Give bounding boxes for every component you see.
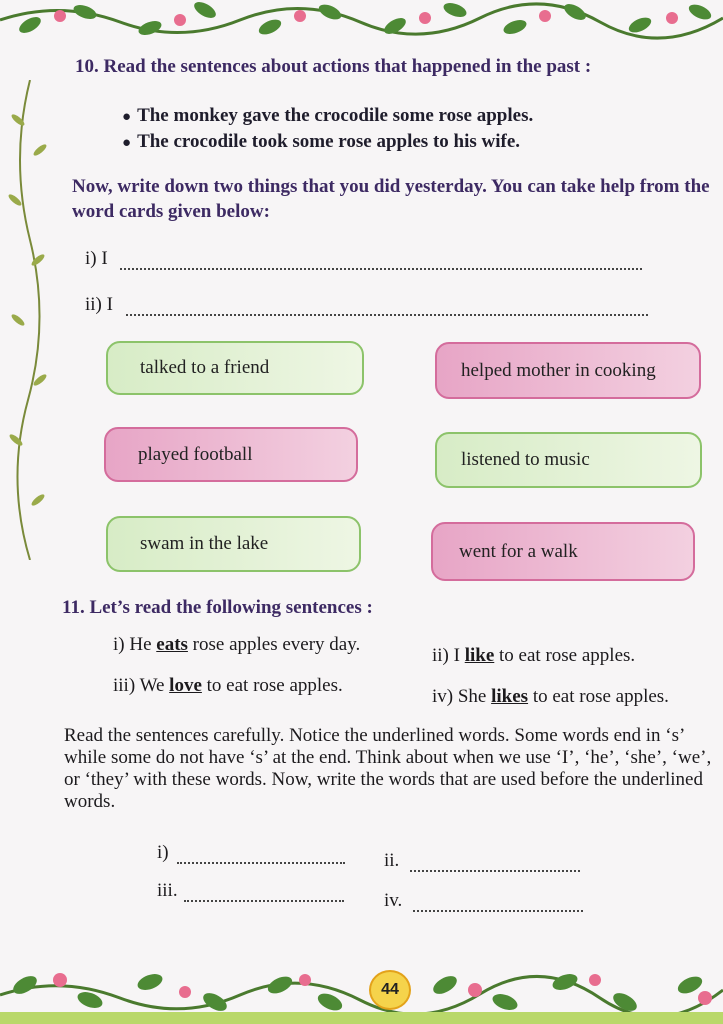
sentence-iv bbox=[432, 686, 669, 708]
answer-line-2[interactable] bbox=[85, 294, 648, 316]
sentence-text: iv) She bbox=[432, 686, 492, 707]
dotted-line bbox=[120, 268, 642, 270]
underlined-word: likes bbox=[491, 686, 529, 707]
sentence-text: to eat rose apples. bbox=[528, 686, 669, 707]
sentence-text: to eat rose apples. bbox=[201, 675, 343, 696]
word-card bbox=[106, 516, 361, 572]
sentence-text: rose apples every day. bbox=[187, 634, 361, 655]
word-card bbox=[106, 341, 364, 395]
side-vine-border bbox=[0, 80, 60, 560]
word-card bbox=[435, 342, 701, 399]
answer-label: iv. bbox=[384, 890, 403, 911]
answer-blank-i[interactable] bbox=[157, 842, 345, 864]
question-10-title: 10. Read the sentences about actions that happened in the past : bbox=[75, 56, 592, 77]
sentence-ii bbox=[432, 645, 635, 667]
dotted-line bbox=[126, 314, 648, 316]
answer-line-label: i) I bbox=[85, 248, 108, 269]
answer-label: i) bbox=[157, 842, 169, 863]
example-sentences-list bbox=[122, 103, 533, 155]
dotted-line bbox=[177, 862, 345, 864]
answer-blank-iv[interactable] bbox=[384, 890, 583, 912]
dotted-line bbox=[410, 870, 580, 872]
dotted-line bbox=[413, 910, 583, 912]
word-card bbox=[435, 432, 702, 488]
word-card-text: played football bbox=[138, 443, 253, 465]
word-card-text: went for a walk bbox=[459, 540, 578, 562]
sentence-text: iii) We bbox=[113, 675, 170, 696]
word-card-text: listened to music bbox=[461, 449, 590, 470]
page-number: 44 bbox=[369, 970, 411, 1010]
underlined-word: love bbox=[169, 675, 202, 696]
question-11-title: 11. Let’s read the following sentences : bbox=[62, 597, 373, 618]
word-card bbox=[431, 522, 695, 581]
answer-blank-iii[interactable] bbox=[157, 880, 344, 902]
sentence-iii bbox=[113, 675, 343, 697]
top-vine-border bbox=[0, 0, 723, 48]
answer-line-1[interactable] bbox=[85, 248, 642, 270]
answer-label: ii. bbox=[384, 850, 400, 871]
bottom-vine-border bbox=[0, 950, 723, 1024]
dotted-line bbox=[184, 900, 344, 902]
underlined-word: eats bbox=[156, 634, 188, 655]
answer-label: iii. bbox=[157, 880, 178, 901]
answer-line-label: ii) I bbox=[85, 294, 113, 315]
word-card-text: helped mother in cooking bbox=[461, 359, 656, 381]
sentence-text: i) He bbox=[113, 634, 157, 655]
word-card-text: swam in the lake bbox=[140, 533, 269, 554]
underlined-word: like bbox=[464, 645, 495, 666]
sentence-text: to eat rose apples. bbox=[494, 645, 636, 666]
sentence-text: ii) I bbox=[432, 645, 465, 666]
answer-blank-ii[interactable] bbox=[384, 850, 580, 872]
word-card bbox=[104, 427, 358, 482]
question-10-instruction: Now, write down two things that you did yesterday. You can take help from the word cards given below: bbox=[72, 176, 710, 222]
word-card-text: talked to a friend bbox=[140, 357, 270, 378]
bullet-sentence: ● The monkey gave the crocodile some rose apples. bbox=[122, 103, 533, 129]
sentence-i bbox=[113, 634, 360, 656]
question-11-instruction: Read the sentences carefully. Notice the underlined words. Some words end in ‘s’ while some do not have ‘s’ at the end. Think about when we use ‘I’, ‘he’, ‘she’, ‘we’, or ‘they’ with these words. Now, write the words that are used before the underlined words. bbox=[64, 725, 712, 812]
bullet-sentence: ● The crocodile took some rose apples to his wife. bbox=[122, 129, 533, 155]
